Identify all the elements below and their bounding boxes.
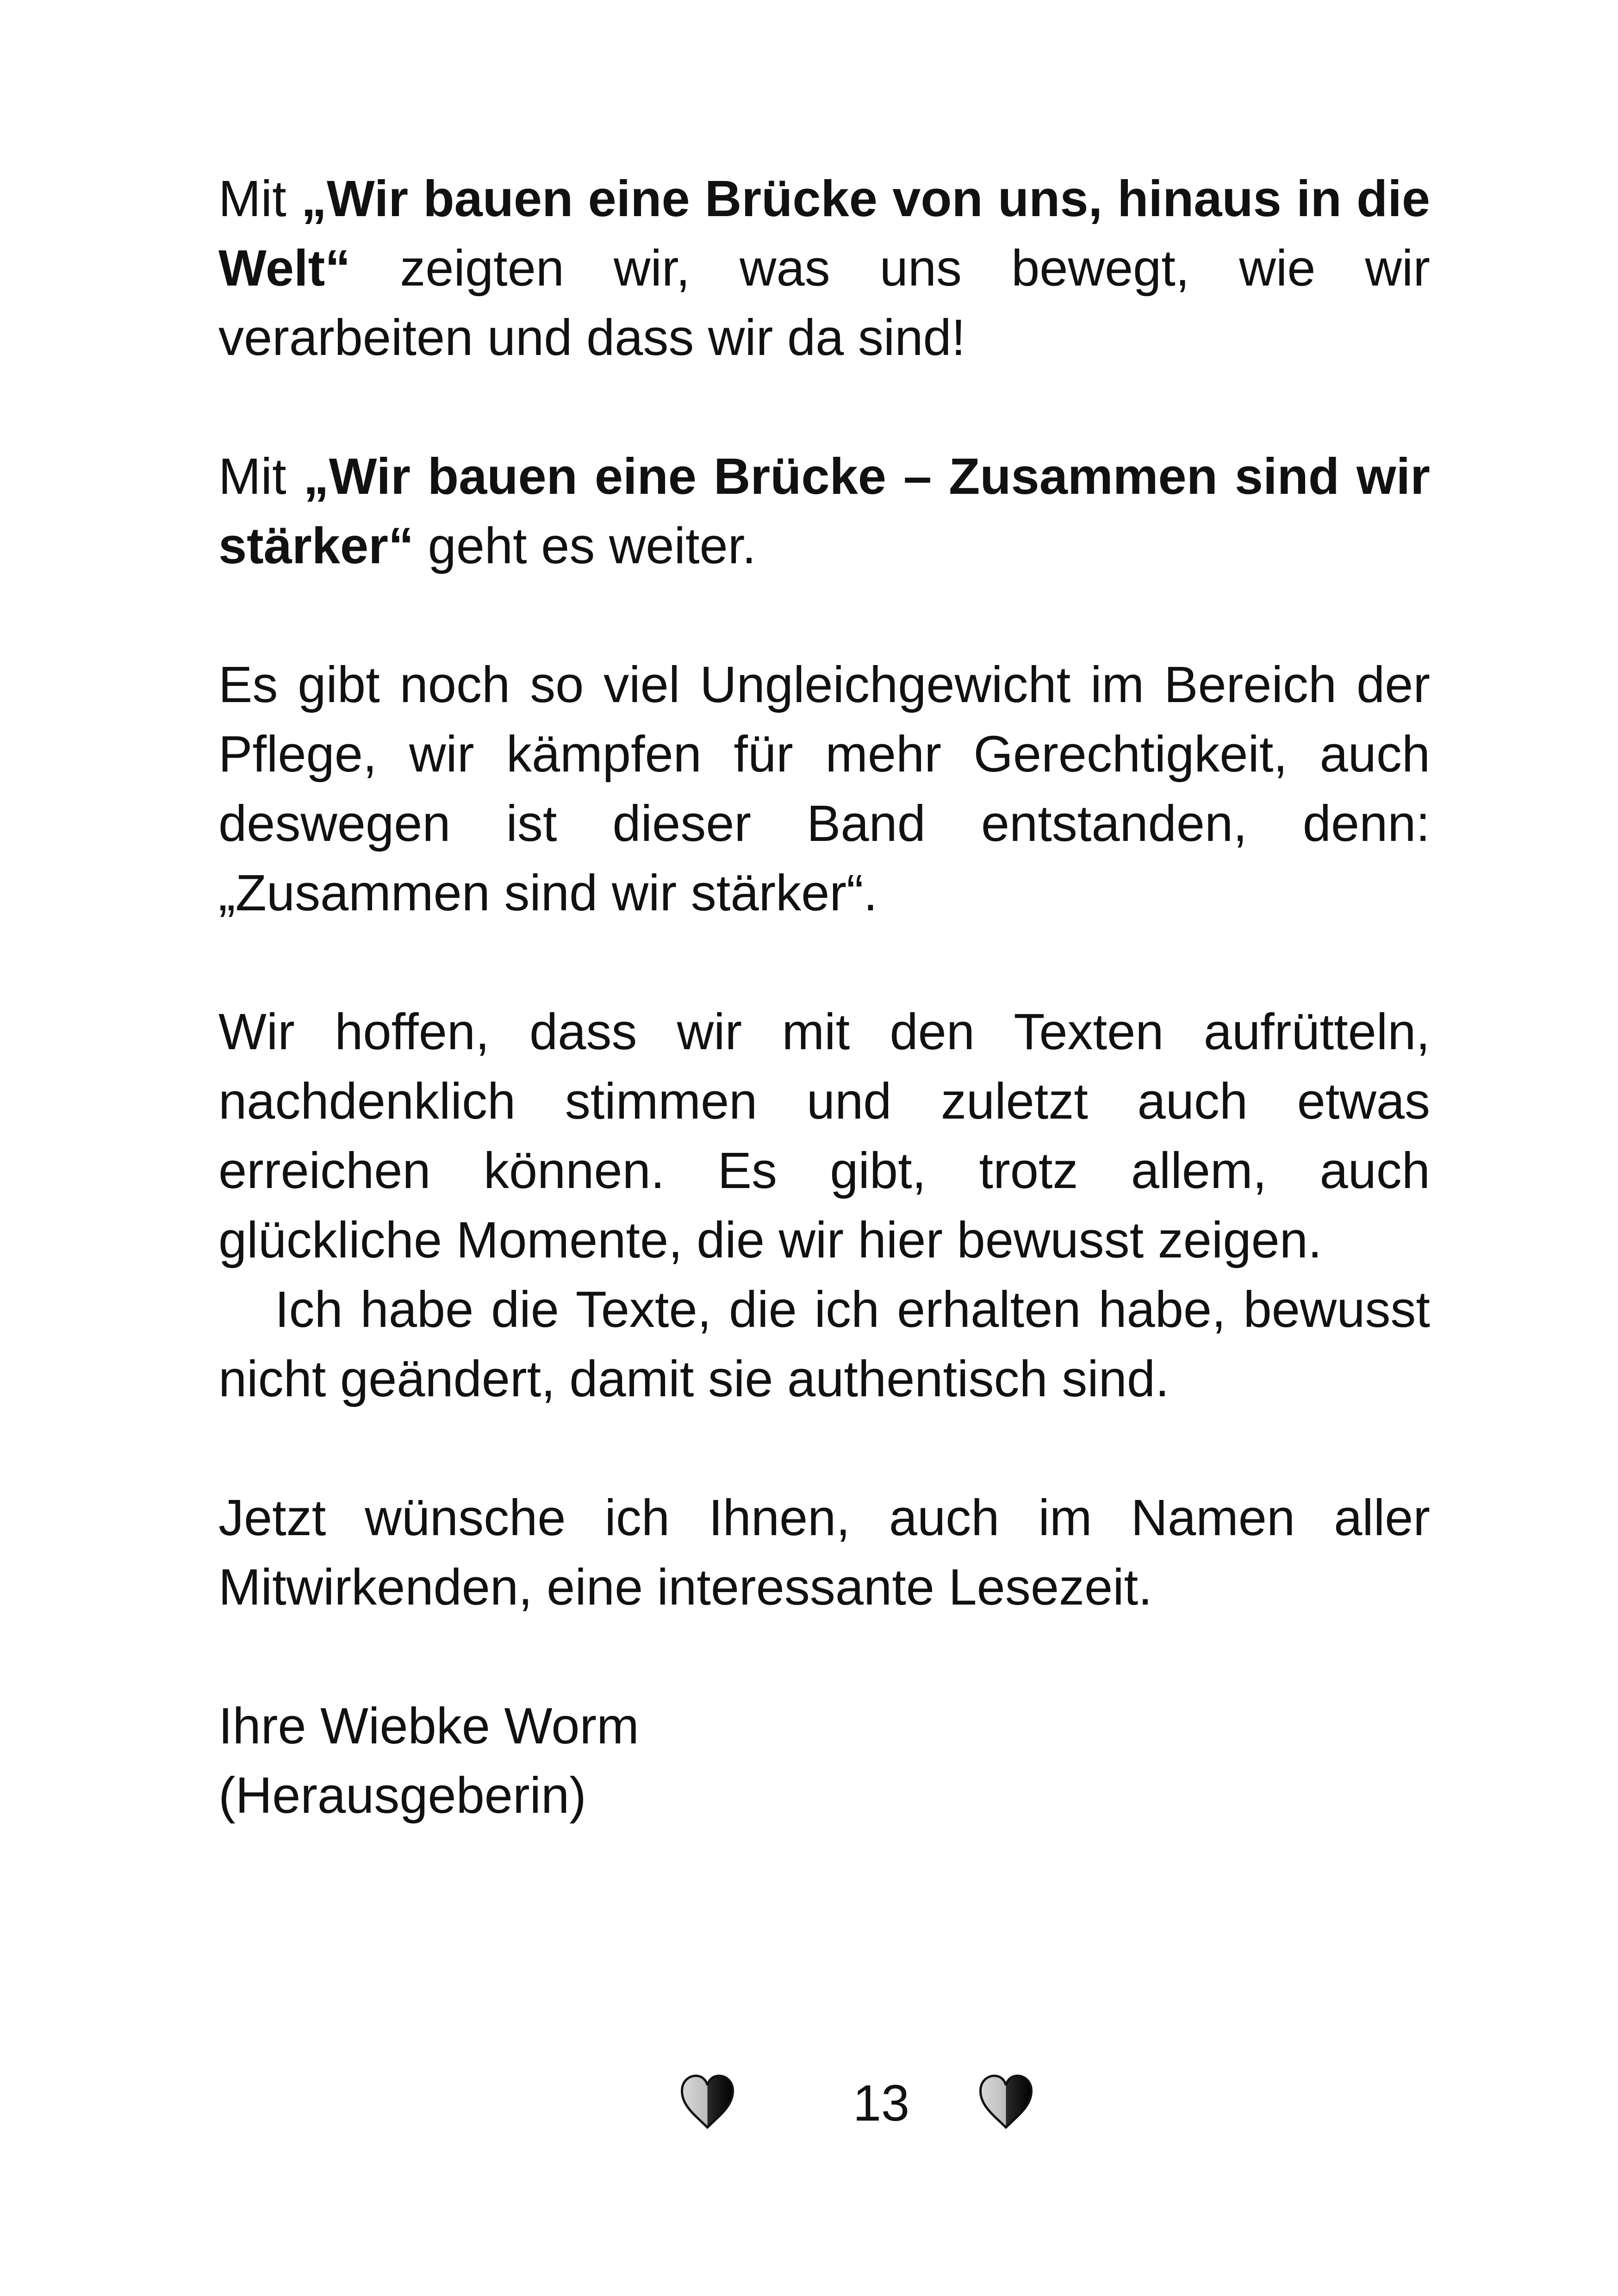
page-body (218, 164, 1430, 1830)
heart-icon (977, 2072, 1035, 2130)
paragraph-2-lead: Mit (218, 448, 304, 505)
book-title-1: „Wir bauen eine Brücke von uns, hinaus in die Welt“ (218, 170, 1430, 297)
page-number: 13 (853, 2075, 910, 2132)
paragraph-2 (218, 442, 1430, 581)
page-footer (0, 2069, 1618, 2138)
paragraph-5: Ich habe die Texte, die ich erhalten habe, bewusst nicht geändert, damit sie authentisch sind. (218, 1281, 1430, 1407)
paragraph-4: Wir hoffen, dass wir mit den Texten aufrütteln, nachdenklich stimmen und zuletzt auch etwas erreichen können. Es gibt, trotz allem, auch glückliche Momente, die wir hier bewusst zeigen. (218, 1003, 1430, 1269)
signature-role: (Herausgeberin) (218, 1767, 586, 1824)
paragraph-1-lead: Mit (218, 170, 301, 227)
paragraph-1-rest: zeigten wir, was uns bewegt, wie wir verarbeiten und dass wir da sind! (218, 240, 1430, 366)
paragraph-2-rest: geht es weiter. (413, 517, 756, 574)
paragraph-1 (218, 164, 1430, 373)
paragraph-3: Es gibt noch so viel Ungleichgewicht im Bereich der Pflege, wir kämpfen für mehr Gerechtigkeit, auch deswegen ist dieser Band entstanden, denn: „Zusammen sind wir stärker“. (218, 656, 1430, 921)
paragraph-6: Jetzt wünsche ich Ihnen, auch im Namen aller Mitwirkenden, eine interessante Lesezeit. (218, 1489, 1430, 1616)
signature (218, 1692, 1430, 1830)
book-title-2: „Wir bauen eine Brücke – Zusammen sind wir stärker“ (218, 448, 1430, 574)
signature-name: Ihre Wiebke Worm (218, 1698, 639, 1755)
heart-icon (678, 2072, 736, 2130)
